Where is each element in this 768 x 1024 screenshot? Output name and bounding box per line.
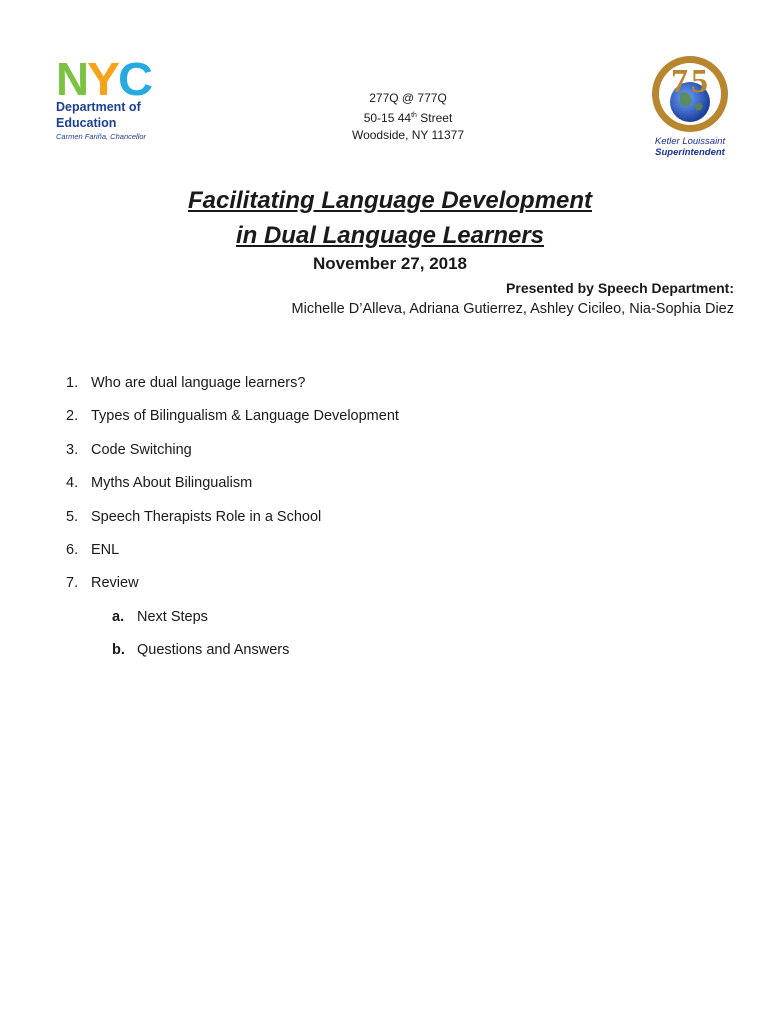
agenda-text: Code Switching [91,441,192,458]
agenda-text: Review [91,575,139,592]
district-75-seal [640,54,740,158]
presenters-list: Michelle D’Alleva, Adriana Gutierrez, Ashley Cicileo, Nia-Sophia Diez [291,301,734,317]
department-line2: Education [56,116,117,130]
svg-text:7: 7 [671,63,688,100]
address-line1: 277Q @ 777Q [369,91,447,105]
agenda-item [66,539,399,572]
presentation-date: November 27, 2018 [312,254,468,273]
agenda-item [66,472,399,505]
address-line2-number: 50-15 44 [363,111,412,125]
agenda-number: 6. [66,541,79,558]
agenda-number: 4. [66,475,79,492]
superintendent-name: Ketler Louissaint [654,136,726,147]
document-title-line2: in Dual Language Learners [235,222,545,249]
agenda-subitem [112,639,399,672]
superintendent-title: Superintendent [655,147,725,158]
svg-text:C: C [118,58,153,98]
agenda-item [66,572,399,605]
department-line1: Department of [56,100,141,114]
agenda-number: 2. [66,408,79,425]
presented-by-label: Presented by Speech Department: [506,280,734,296]
agenda-subitem [112,606,399,639]
agenda-sub-letter: b. [112,642,125,659]
agenda-text: Myths About Bilingualism [91,475,253,492]
agenda-number: 5. [66,508,79,525]
svg-text:N: N [56,58,89,98]
address-line2 [318,107,498,127]
agenda-item [66,439,399,472]
school-address [318,90,498,144]
agenda-sub-text: Questions and Answers [137,642,290,659]
agenda-item [66,506,399,539]
agenda-sub-letter: a. [112,608,125,625]
address-line2-suffix: th [411,112,417,119]
agenda-item [66,405,399,438]
agenda-item [66,372,399,405]
nyc-letters-icon [56,58,156,98]
agenda-text: Speech Therapists Role in a School [91,508,322,525]
agenda-text: Who are dual language learners? [91,375,306,391]
nyc-doe-logo [56,58,166,141]
agenda-text: ENL [91,541,120,558]
district-75-globe-icon [647,54,733,136]
agenda-number: 3. [66,441,79,458]
address-line2-street: Street [416,111,453,125]
agenda-sub-text: Next Steps [137,608,208,625]
chancellor-name: Carmen Fariña, Chancellor [56,132,147,141]
agenda-number: 1. [66,375,79,391]
agenda-list [66,372,399,673]
agenda-number: 7. [66,575,79,592]
document-title-line1: Facilitating Language Development [187,187,593,214]
svg-text:5: 5 [691,63,708,100]
svg-text:Y: Y [87,58,120,98]
address-line3: Woodside, NY 11377 [351,128,465,142]
agenda-text: Types of Bilingualism & Language Development [91,408,399,425]
